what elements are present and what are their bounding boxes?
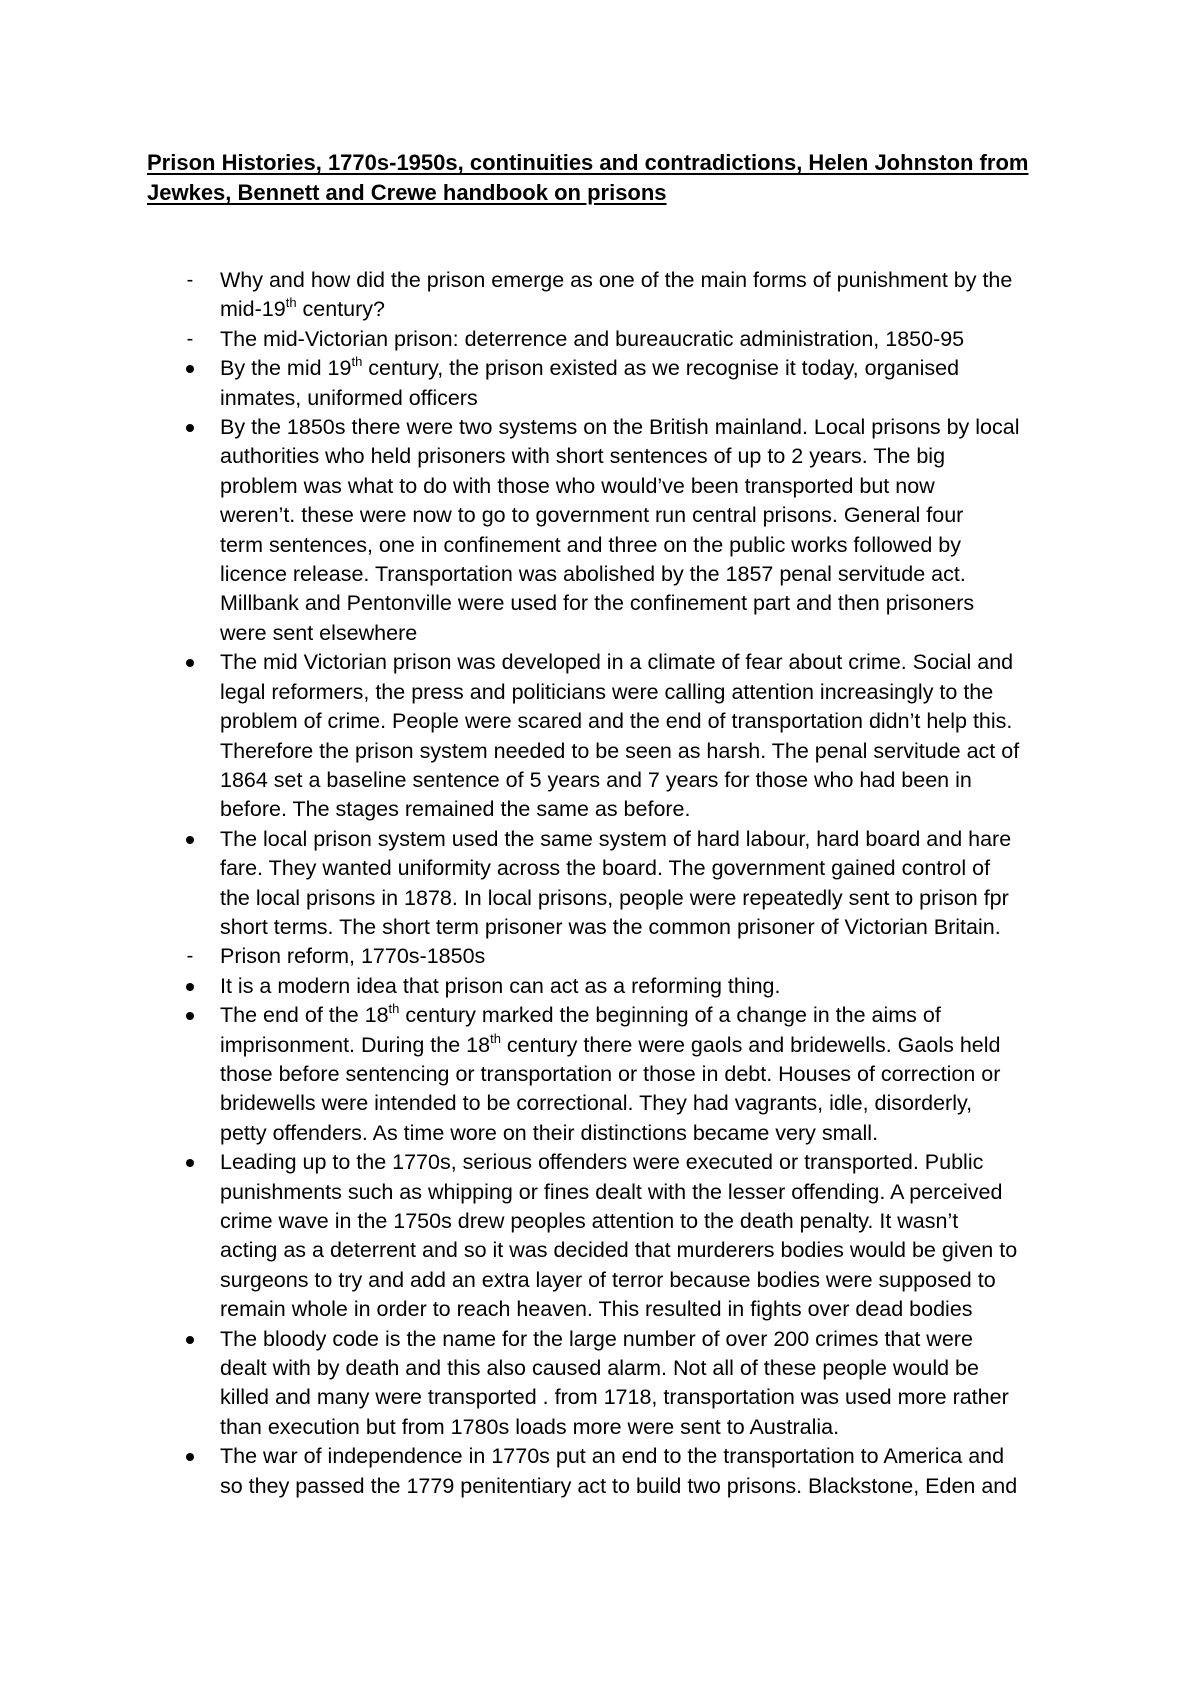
text-line: Leading up to the 1770s, serious offenders were executed or transported. Public: [220, 1150, 984, 1175]
list-item: [147, 825, 1077, 943]
text-line: fare. They wanted uniformity across the board. The government gained control of: [220, 856, 991, 881]
text-line: [220, 295, 1077, 324]
text-line: Why and how did the prison emerge as one of the main forms of punishment by the: [220, 268, 1013, 292]
title-line: Jewkes, Bennett and Crewe handbook on prisons: [147, 180, 667, 205]
dash-marker: -: [186, 269, 194, 291]
text-run: mid-19: [220, 297, 286, 322]
text-line: surgeons to try and add an extra layer of terror because bodies were supposed to: [220, 1267, 996, 1292]
text-line: [220, 354, 1077, 383]
text-line: 1864 set a baseline sentence of 5 years and 7 years for those who had been in: [220, 767, 972, 792]
superscript: th: [285, 295, 297, 311]
dash-marker: -: [186, 327, 194, 350]
text-line: legal reformers, the press and politicians were calling attention increasingly to the: [220, 679, 994, 704]
text-line: problem was what to do with those who would’ve been transported but now: [220, 473, 935, 498]
text-line: were sent elsewhere: [220, 620, 418, 645]
text-line: authorities who held prisoners with short sentences of up to 2 years. The big: [220, 444, 946, 469]
text-line: The bloody code is the name for the large number of over 200 crimes that were: [220, 1326, 973, 1351]
text-run: By the mid 19: [220, 356, 352, 381]
text-line: dealt with by death and this also caused alarm. Not all of these people would be: [220, 1356, 979, 1381]
superscript: th: [490, 1030, 501, 1046]
text-line: killed and many were transported . from 1718, transportation was used more rather: [220, 1385, 1009, 1410]
text-line: problem of crime. People were scared and the end of transportation didn’t help this.: [220, 709, 1013, 734]
dash-marker: -: [186, 945, 194, 968]
superscript: th: [351, 354, 363, 370]
text-run: century there were gaols and bridewells. Gaols held: [500, 1032, 1001, 1057]
text-run: century?: [296, 297, 385, 322]
text-line: The mid Victorian prison was developed in a climate of fear about crime. Social and: [220, 650, 1014, 675]
text-line: so they passed the 1779 penitentiary act to build two prisons. Blackstone, Eden and: [220, 1473, 1018, 1498]
list-item: [147, 648, 1077, 824]
list-item: [147, 413, 1077, 648]
text-run: century, the prison existed as we recognise it today, organised: [362, 356, 960, 381]
text-line: Therefore the prison system needed to be seen as harsh. The penal servitude act of: [220, 738, 1020, 763]
document-title: [147, 148, 1047, 208]
text-line: It is a modern idea that prison can act as a reforming thing.: [220, 973, 781, 998]
text-line: term sentences, one in confinement and three on the public works followed by: [220, 532, 961, 557]
list-item: [147, 942, 1077, 971]
notes-list: [147, 266, 1077, 1501]
text-line: short terms. The short term prisoner was the common prisoner of Victorian Britain.: [220, 914, 1001, 939]
text-line: the local prisons in 1878. In local prisons, people were repeatedly sent to prison fpr: [220, 885, 1009, 910]
text-run: century marked the beginning of a change in the aims of: [399, 1003, 941, 1028]
text-run: imprisonment. During the 18: [220, 1032, 491, 1057]
text-line: Prison reform, 1770s-1850s: [220, 944, 486, 969]
text-run: The end of the 18: [220, 1003, 389, 1028]
superscript: th: [388, 1001, 400, 1017]
list-item: [147, 1148, 1077, 1324]
text-line: crime wave in the 1750s drew peoples attention to the death penalty. It wasn’t: [220, 1209, 959, 1233]
text-line: those before sentencing or transportation or those in debt. Houses of correction or: [220, 1061, 1001, 1086]
list-item: [147, 1325, 1077, 1443]
text-line: The mid-Victorian prison: deterrence and bureaucratic administration, 1850-95: [220, 326, 965, 351]
text-line: Millbank and Pentonville were used for the confinement part and then prisoners: [220, 591, 975, 616]
text-line: [220, 1001, 1077, 1030]
text-line: The war of independence in 1770s put an end to the transportation to America and: [220, 1444, 1005, 1469]
list-item: [147, 1001, 1077, 1148]
text-line: petty offenders. As time wore on their distinctions became very small.: [220, 1120, 879, 1145]
text-line: acting as a deterrent and so it was decided that murderers bodies would be given to: [220, 1238, 1018, 1263]
text-line: punishments such as whipping or fines dealt with the lesser offending. A perceived: [220, 1179, 1003, 1204]
list-item: [147, 266, 1077, 325]
list-item: [147, 972, 1077, 1001]
text-line: before. The stages remained the same as before.: [220, 797, 691, 822]
title-line: Prison Histories, 1770s-1950s, continuities and contradictions, Helen Johnston from: [147, 150, 1029, 175]
list-item: [147, 1442, 1077, 1501]
list-item: [147, 354, 1077, 413]
text-line: [220, 1031, 1077, 1060]
text-line: inmates, uniformed officers: [220, 385, 478, 410]
text-line: By the 1850s there were two systems on the British mainland. Local prisons by local: [220, 415, 1020, 440]
list-item: [147, 325, 1077, 354]
text-line: weren’t. these were now to go to government run central prisons. General four: [220, 503, 964, 528]
text-line: licence release. Transportation was abolished by the 1857 penal servitude act.: [220, 562, 966, 587]
text-line: remain whole in order to reach heaven. This resulted in fights over dead bodies: [220, 1297, 973, 1322]
text-line: bridewells were intended to be correctional. They had vagrants, idle, disorderly,: [220, 1091, 973, 1116]
text-line: The local prison system used the same system of hard labour, hard board and hare: [220, 826, 1012, 851]
text-line: than execution but from 1780s loads more were sent to Australia.: [220, 1414, 840, 1439]
